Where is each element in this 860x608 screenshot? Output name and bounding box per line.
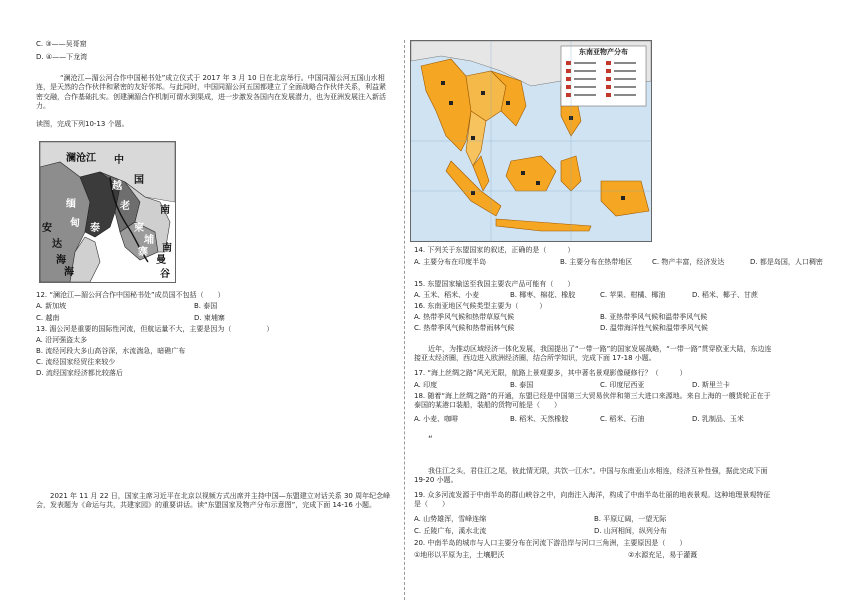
label-china-1: 中 (114, 155, 124, 166)
q16-option-a: A. 热带季风气候和热带草原气候 (414, 313, 515, 321)
q15-option-a: A. 玉米、稻米、小麦 (414, 291, 480, 299)
label-nan-2: 南 (162, 243, 172, 254)
river-paragraph: 我住江之头，君住江之尾，彼此情无限，共饮一江水”。中国与东南亚山水相连，经济互补性强，据此完成下面 19-20 小题。 (414, 467, 768, 485)
q14-option-d: D. 都是岛国，人口稠密 (750, 258, 823, 266)
q17-option-d: D. 斯里兰卡 (692, 381, 730, 389)
map-title: 东南亚物产分布 (579, 48, 628, 56)
q16-option-d: D. 温带海洋性气候和温带季风气候 (600, 324, 708, 332)
question-20: 20. 中南半岛的城市与人口主要分布在河流下游沿岸与河口三角洲，主要原因是（ ） (414, 539, 687, 547)
q19-option-c: C. 丘陵广布，溪水北流 (414, 527, 487, 535)
label-thai-1: 泰 (90, 223, 100, 234)
column-divider (404, 40, 405, 600)
sea-products-map (410, 40, 652, 242)
q13-option-b: B. 流经河段大多山高谷深，水流湍急，暗礁广布 (36, 347, 186, 355)
label-da: 达 (52, 239, 62, 250)
label-thai-2: 国 (100, 239, 110, 250)
label-hai: 海 (56, 255, 66, 266)
question-17: 17. “海上丝绸之路”风光无限，航路上景观要多，其中著名景观影像硬修行？（ ） (414, 369, 687, 377)
q18-option-c: C. 稻米、石油 (600, 415, 645, 423)
question-15: 15. 东盟国家输送至我国主要农产品可能有（ ） (414, 280, 575, 288)
option-d: D. ④——下龙湾 (36, 53, 88, 61)
label-man: 曼 (156, 255, 166, 266)
option-c: C. ③——吴哥窟 (36, 40, 87, 48)
q12-option-d: D. 柬埔寨 (194, 314, 225, 322)
sea-map-graphic (411, 41, 651, 241)
q16-option-c: C. 热带季风气候和热带雨林气候 (414, 324, 515, 332)
label-zhai: 寨 (138, 247, 148, 258)
q12-option-c: C. 越南 (36, 314, 60, 322)
q20-statement-2: ②水源充足，易于灌溉 (628, 551, 698, 559)
label-laos: 老 (120, 201, 130, 212)
q16-option-b: B. 亚热带季风气候和温带季风气候 (600, 313, 708, 321)
q19-option-d: D. 山河相间，纵列分布 (594, 527, 667, 535)
q14-option-c: C. 物产丰富，经济发达 (652, 258, 725, 266)
question-19: 19. 众多河流发源于中南半岛的群山峡谷之中，向南注入海洋，构成了中南半岛壮丽的地表景观。这种地理景观特征是（ ） (414, 491, 771, 509)
q12-option-a: A. 新加坡 (36, 302, 67, 310)
label-china-2: 国 (134, 175, 144, 186)
label-nan: 南 (160, 205, 170, 216)
intro-paragraph: “澜沧江—湄公河合作中国秘书处”成立仪式于 2017 年 3 月 10 日在北京举行。中国同湄公河五国山水相连，是天然的合作伙伴和紧密的友好邻邦。与此同时，中国同湄公河五国都建立了全面战略合作伙伴关系，利益紧密交融，合作基础扎实。创建澜湄合作机制可谓水到渠成，进一步激发各国内在发展潜力，也为亚洲发展注入新活力。 (36, 74, 386, 111)
label-pu: 埔 (144, 235, 154, 246)
q17-option-c: C. 印度尼西亚 (600, 381, 645, 389)
label-yue: 越 (112, 181, 122, 192)
q14-option-b: B. 主要分布在热带地区 (560, 258, 633, 266)
q17-option-b: B. 泰国 (510, 381, 534, 389)
label-lancang: 澜沧江 (66, 153, 96, 164)
mekong-map (39, 141, 176, 283)
label-hai-2: 海 (64, 267, 74, 278)
question-14: 14. 下列关于东盟国家的叙述，正确的是（ ） (414, 246, 575, 254)
label-myanmar-2: 甸 (70, 218, 80, 229)
question-16: 16. 东南亚地区气候类型主要为（ ） (414, 302, 547, 310)
q18-option-b: B. 稻米、天然橡胶 (510, 415, 569, 423)
label-an: 安 (42, 223, 52, 234)
q12-option-b: B. 泰国 (194, 302, 218, 310)
bottom-paragraph: 2021 年 11 月 22 日，国家主席习近平在北京以视频方式出席并主持中国—东盟建立对话关系 30 周年纪念峰会，发表题为《命运与共，共建家园》的重要讲话。读“东盟国家及物产分布示意图”，完成下面 14-16 小题。 (36, 492, 391, 510)
label-myanmar-1: 缅 (66, 199, 76, 210)
label-jian: 柬 (134, 223, 144, 234)
q13-option-d: D. 流经国家经济都比较落后 (36, 369, 123, 377)
q13-option-a: A. 沿河强盗太多 (36, 336, 88, 344)
q18-option-d: D. 乳制品、玉米 (692, 415, 744, 423)
q20-statement-1: ①地形以平原为主，土壤肥沃 (414, 551, 505, 559)
q17-option-a: A. 印度 (414, 381, 438, 389)
q15-option-c: C. 苹果、柑橘、椰油 (600, 291, 666, 299)
question-13: 13. 湄公河是重要的国际性河流，但航运量不大，主要是因为（ ） (36, 325, 274, 333)
q13-option-c: C. 流经国家经贸往来较少 (36, 358, 116, 366)
left-column (36, 0, 398, 608)
q18-option-a: A. 小麦、咖啡 (414, 415, 459, 423)
q19-option-a: A. 山势雄浑，雪峰连绵 (414, 515, 487, 523)
label-gu: 谷 (160, 269, 170, 280)
belt-road-paragraph: 近年，为推动区域经济一体化发展，我国提出了“一带一路”的国家发展战略，“一带一路”贯穿欧亚大陆，东边连接亚太经济圈，西边进入欧洲经济圈，结合所学知识，完成下面 17-18 小题。 (414, 345, 772, 363)
q15-option-b: B. 椰枣、棉花、橡胶 (510, 291, 576, 299)
q19-option-b: B. 平原辽阔，一望无际 (594, 515, 667, 523)
q14-option-a: A. 主要分布在印度半岛 (414, 258, 487, 266)
q15-option-d: D. 稻米、椰子、甘蔗 (692, 291, 758, 299)
question-18: 18. 随着“海上丝绸之路”的开通，东盟已经是中国第三大贸易伙伴和第三大进口来源地。来自上海的一艘货轮正在于泰国的某港口装船，装船的货物可能是（ ） (414, 392, 771, 410)
intro-tail: 读图，完成下列10-13 个题。 (36, 120, 129, 128)
quote-mark: “ (428, 435, 433, 445)
question-12: 12. “澜沧江—湄公河合作中国秘书处”成员国不包括（ ） (36, 291, 225, 299)
right-column (410, 0, 823, 608)
